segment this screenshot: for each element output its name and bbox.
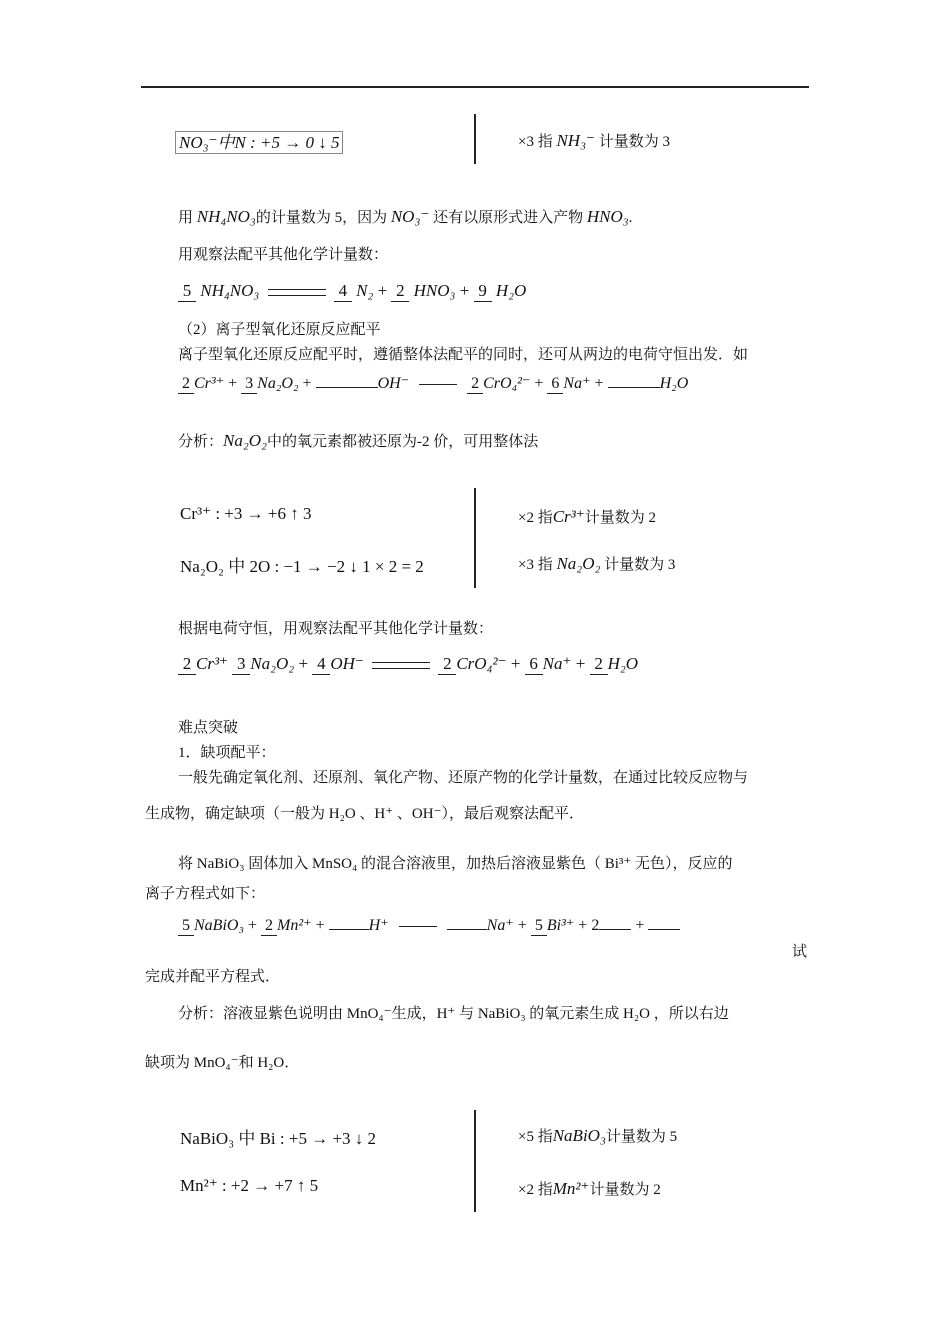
header-rule bbox=[141, 86, 809, 88]
equation-2: 2 Cr³⁺ + 3 Na₂O₂ + OH⁻ 2 CrO₄²⁻ + 6 Na⁺ + H₂O bbox=[178, 373, 688, 394]
analysis-2-line-2: 缺项为 MnO₄⁻和 H₂O． bbox=[145, 1055, 300, 1071]
difficult-points-title: 难点突破 bbox=[178, 720, 239, 736]
peroxide-multiplier: ×3 指 Na₂O₂ 计量数为 3 bbox=[518, 554, 676, 573]
analysis-2-line-1: 分析：溶液显紫色说明由 MnO₄⁻生成，H⁺ 与 NaBiO₃ 的氧元素生成 H₂O ，所以右边 bbox=[178, 1006, 729, 1022]
manganese-multiplier: ×2 指Mn²⁺计量数为 2 bbox=[518, 1179, 661, 1198]
item-1-title: 1．缺项配平： bbox=[178, 745, 276, 761]
chromium-multiplier: ×2 指Cr³⁺计量数为 2 bbox=[518, 507, 657, 526]
section-2-title: （2）离子型氧化还原反应配平 bbox=[178, 322, 381, 338]
manganese-change: Mn²⁺ : +2 → +7 ↑ 5 bbox=[180, 1176, 319, 1195]
equation-1: 5 NH₄NO₃ 4 N₂ + 2 HNO₃ + 9 H₂O bbox=[178, 281, 526, 302]
nabio3-text-line-1: 将 NaBiO₃ 固体加入 MnSO₄ 的混合溶液里，加热后溶液显紫色（ Bi³⁺ 无色），反应的 bbox=[178, 856, 733, 872]
analysis-1: 分析：Na₂O₂中的氧元素都被还原为-2 价，可用整体法 bbox=[178, 431, 539, 450]
charge-conservation-text: 根据电荷守恒，用观察法配平其他化学计量数： bbox=[178, 621, 494, 637]
complete-instruction: 完成并配平方程式． bbox=[145, 969, 281, 985]
divider-line-3 bbox=[474, 1110, 476, 1212]
item-1-text-line-2: 生成物，确定缺项（一般为 H₂O 、H⁺ 、OH⁻），最后观察法配平． bbox=[145, 806, 584, 822]
nh3-multiplier: ×3 指 NH₃⁻ 计量数为 3 bbox=[518, 131, 670, 150]
peroxide-oxygen-change: Na₂O₂ 中 2O : −1 → −2 ↓ 1 × 2 = 2 bbox=[180, 557, 424, 576]
chromium-change: Cr³⁺ : +3 → +6 ↑ 3 bbox=[180, 504, 312, 523]
equation-3: 2 Cr³⁺ 3 Na₂O₂ + 4 OH⁻ 2 CrO₄²⁻ + 6 Na⁺ + 2 H₂O bbox=[178, 654, 638, 675]
item-1-text-line-1: 一般先确定氧化剂、还原剂、氧化产物、还原产物的化学计量数，在通过比较反应物与 bbox=[178, 770, 749, 786]
section-2-intro: 离子型氧化还原反应配平时，遵循整体法配平的同时，还可从两边的电荷守恒出发．如 bbox=[178, 347, 749, 363]
observation-text-1: 用观察法配平其他化学计量数： bbox=[178, 247, 389, 263]
bismuth-multiplier: ×5 指NaBiO₃计量数为 5 bbox=[518, 1126, 678, 1145]
nh4no3-coefficient-line: 用 NH₄NO₃的计量数为 5，因为 NO₃⁻ 还有以原形式进入产物 HNO₃. bbox=[178, 207, 633, 226]
nitrate-change: NO₃⁻中N : +5 → 0 ↓ 5 bbox=[175, 128, 343, 153]
divider-line-1 bbox=[474, 114, 476, 164]
divider-line-2 bbox=[474, 488, 476, 588]
equation-4: 5 NaBiO₃ + 2 Mn²⁺ + H⁺ Na⁺ + 5 Bi³⁺ + 2 + bbox=[178, 915, 680, 936]
bismuth-change: NaBiO₃ 中 Bi : +5 → +3 ↓ 2 bbox=[180, 1129, 377, 1148]
nabio3-text-line-2: 离子方程式如下： bbox=[145, 886, 266, 902]
try-word: 试 bbox=[792, 944, 808, 960]
